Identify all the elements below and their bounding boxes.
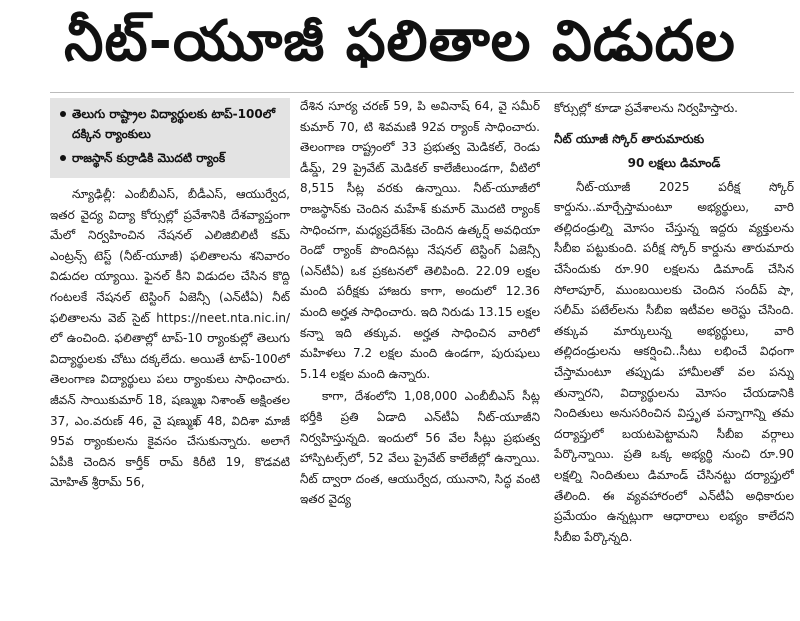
- column-1: [50, 98, 290, 493]
- headline-divider: [50, 92, 794, 93]
- highlight-item: తెలుగు రాష్ట్రాల విద్యార్థులకు టాప్-100లో దక్కిన ర్యాంకులు: [58, 104, 282, 144]
- subheading-amount: 90 లక్షలు డిమాండ్: [627, 155, 721, 170]
- highlights-box: [50, 98, 290, 178]
- column-3: [554, 98, 794, 547]
- article-paragraph: న్యూఢిల్లీ: ఎంబీబీఎస్, బీడీఎస్, ఆయుర్వేద, ఇతర వైద్య విద్యా కోర్సుల్లో ప్రవేశానికి దేశవ్యాప్తంగా మేలో నిర్వహించిన నేషనల్ ఎలిజిబిలిటీ కమ్ ఎంట్రన్స్ టెస్ట్ (నీట్-యూజీ) ఫలితాలను శనివారం విడుదల య్యాయి. ఫైనల్ కీని విడుదల చేసిన కొద్ది గంటలకే నేషనల్ టెస్టింగ్ ఏజెన్సీ (ఎన్‌టీఏ) నీట్ ఫలితాలను వెబ్ సైట్ https://neet.nta.nic.in/ లో ఉంచింది. ఫలితాల్లో టాప్-10 ర్యాంకుల్లో తెలుగు విద్యార్థులకు చోటు దక్కలేదు. అయితే టాప్-100లో తెలంగాణ విద్యార్థులు పలు ర్యాంకులు సాధించారు. జీవన్ సాయికుమార్ 18, షణ్ముఖ నిశాంత్ అక్షింతల 37, ఎం.వరుణ్ 46, వై షణ్ముఖ్ 48, విదిశా మాజీ 95వ ర్యాంకులను కైవసం చేసుకున్నారు. అలాగే ఏపీకి చెందిన కార్తీక్ రామ్ కిరీటి 19, కొడవటి మోహిత్ శ్రీరామ్ 56,: [50, 187, 290, 490]
- article-paragraph: దేశిన సూర్య చరణ్ 59, పి అవినాష్ 64, వై సమీర్ కుమార్ 70, టి శివమణి 92వ ర్యాంక్ సాధించారు. తెలంగాణ రాష్ట్రంలో 33 ప్రభుత్వ మెడికల్, రెండు డీమ్డ్, 29 ప్రైవేట్ మెడికల్ కాలేజీలుండగా, వీటిలో 8,515 సీట్ల వరకు ఉన్నాయి. నీట్-యూజీలో రాజస్థాన్‌కు చెందిన మహేశ్ కుమార్ మొదటి ర్యాంక్ సాధించగా, మధ్యప్రదేశ్‌కు చెందిన ఉత్కర్ష్ అవధియా రెండో ర్యాంక్ పొందినట్లు నేషనల్ టెస్టింగ్ ఏజెన్సీ (ఎన్‌టీఏ) ఒక ప్రకటనలో తెలిపింది. 22.09 లక్షల మంది పరీక్షకు హాజరు కాగా, అందులో 12.36 మంది అర్హత సాధించారు. ఇది నిరుడు 13.15 లక్షల కన్నా ఇది తక్కువ. అర్హత సాధించిన వారిలో మహిళలు 7.2 లక్షల మంది ఉండగా, పురుషులు 5.14 లక్షల మంది ఉన్నారు.: [300, 99, 540, 381]
- column-2: [300, 96, 540, 510]
- article-paragraph: కోర్సుల్లో కూడా ప్రవేశాలను నిర్వహిస్తారు.: [554, 101, 738, 115]
- subheading: నీట్ యూజీ స్కోర్ తారుమారుకు: [554, 131, 705, 146]
- article-paragraph: నీట్-యూజీ 2025 పరీక్ష స్కోర్ కార్డును..మార్చేస్తామంటూ అభ్యర్థులు, వారి తల్లిదండ్రుల్ని మోసం చేస్తున్న ఇద్దరు వ్యక్తులను సీబీఐ పట్టుకుంది. పరీక్ష స్కోర్ కార్డును తారుమారు చేసేందుకు రూ.90 లక్షలను డిమాండ్ చేసిన సోలాపూర్, ముంబయిలకు చెందిన సందీప్ షా, సలీమ్ పటేల్‌లను సీబీఐ ఇటీవల అరెస్టు చేసింది. తక్కువ మార్కులున్న అభ్యర్థులు, వారి తల్లిదండ్రులను ఆకర్షించి..సీటు లభించే విధంగా చేస్తామంటూ తప్పుడు హామీలతో వల పన్ను తున్నారని, విద్యార్థులను మోసం చేయడానికి నిందితులు అనుసరించిన విస్తృత పన్నాగాన్ని తమ దర్యాప్తులో బయటపెట్టామని సీబీఐ వర్గాలు పేర్కొన్నాయి. ప్రతి ఒక్క అభ్యర్థి నుంచి రూ.90 లక్షల్ని నిందితులు డిమాండ్ చేసినట్టు దర్యాప్తులో తేలింది. ఈ వ్యవహారంలో ఎన్‌టీఏ అధికారుల ప్రమేయం ఉన్నట్లుగా ఆధారాలు లభ్యం కాలేదని సీబీఐ పేర్కొన్నది.: [554, 179, 794, 544]
- article-paragraph: కాగా, దేశంలోని 1,08,000 ఎంబీబీఎస్ సీట్ల భర్తీకి ప్రతి ఏడాది ఎన్‌టీఏ నీట్-యూజీని నిర్వహిస్తున్నది. ఇందులో 56 వేల సీట్లు ప్రభుత్వ హాస్పిటల్స్‌లో, 52 వేలు ప్రైవేట్ కాలేజీల్లో ఉన్నాయి. నీట్ ద్వారా దంత, ఆయుర్వేద, యునాని, సిద్ధ వంటి ఇతర వైద్య: [300, 389, 540, 507]
- highlight-item: రాజస్థాన్ కుర్రాడికి మొదటి ర్యాంక్: [58, 148, 282, 168]
- headline: నీట్-యూజీ ఫలితాల విడుదల: [64, 9, 736, 74]
